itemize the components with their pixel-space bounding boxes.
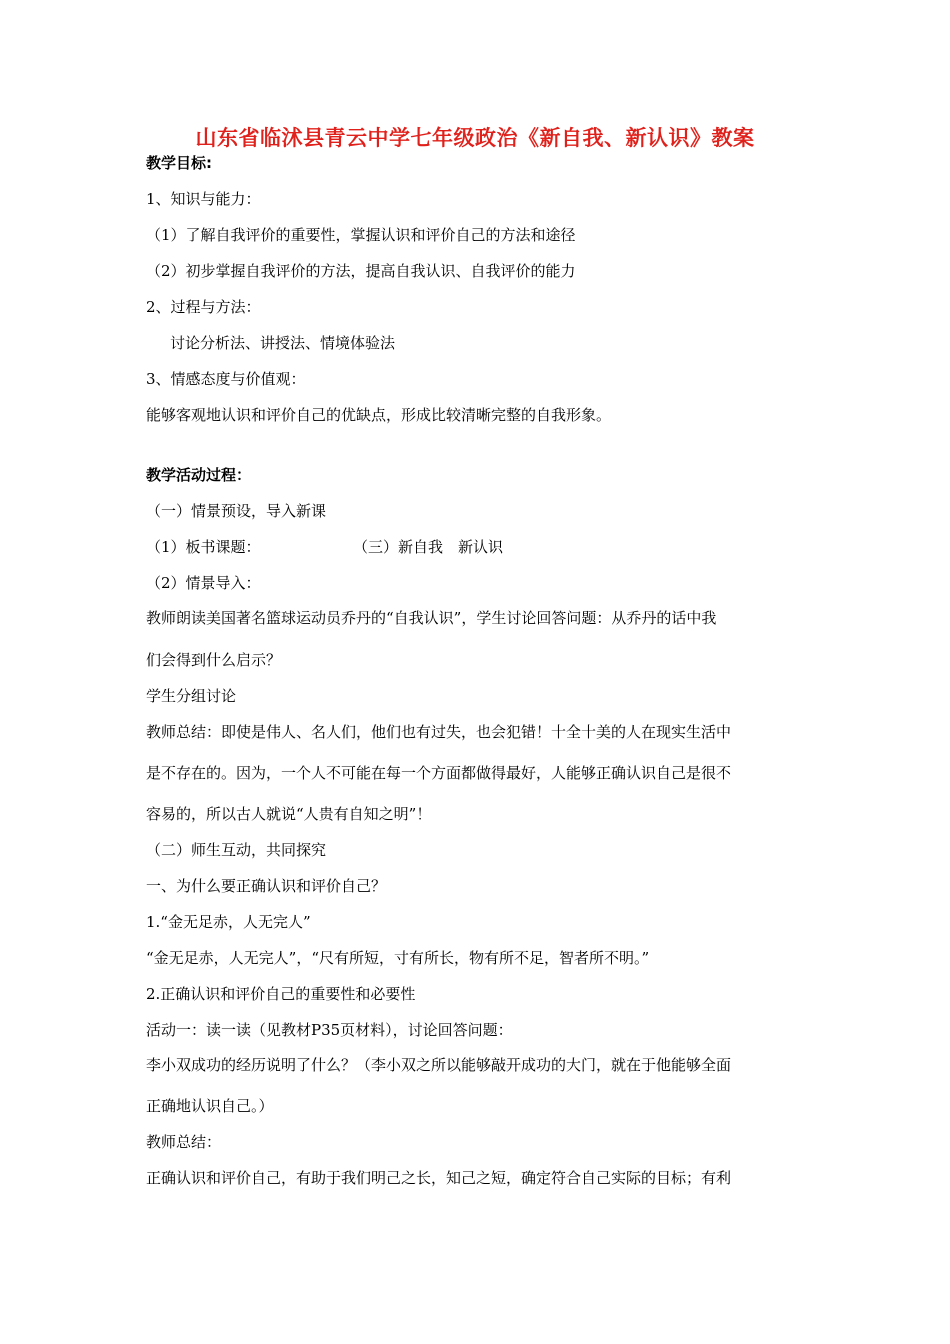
process-board-title-label: （1）板书课题： [146,538,261,556]
paragraph-line: 学生分组讨论 [146,687,237,705]
objective-attitude-heading: 3、情感态度与价值观： [146,370,306,388]
paragraph-line: 活动一：读一读（见教材P35页材料），讨论回答问题： [146,1021,513,1039]
paragraph-line: 是不存在的。因为，一个人不可能在每一个方面都做得最好，人能够正确认识自己是很不 [146,764,732,782]
paragraph-line: 容易的，所以古人就说“人贵有自知之明”！ [146,805,432,823]
process-step-2-heading: （二）师生互动，共同探究 [146,841,327,859]
paragraph-line: 正确地认识自己。） [146,1097,274,1115]
objective-process-methods: 讨论分析法、讲授法、情境体验法 [170,334,396,352]
paragraph-line: 教师总结：即使是伟人、名人们，他们也有过失，也会犯错！十全十美的人在现实生活中 [146,723,732,741]
paragraph-line: “金无足赤，人无完人”，“尺有所短，寸有所长，物有所不足，智者所不明。” [146,949,650,967]
section-heading: 一、为什么要正确认识和评价自己？ [146,877,387,895]
objective-knowledge-heading: 1、知识与能力： [146,190,261,208]
paragraph-line: 们会得到什么启示？ [146,651,282,669]
objective-process-heading: 2、过程与方法： [146,298,261,316]
objective-knowledge-item-1: （1）了解自我评价的重要性，掌握认识和评价自己的方法和途径 [146,226,576,244]
paragraph-line: 正确认识和评价自己，有助于我们明己之长，知己之短，确定符合自己实际的目标；有利 [146,1169,732,1187]
paragraph-line: 教师总结： [146,1133,222,1151]
process-heading: 教学活动过程： [146,466,252,484]
subsection-heading: 1.“金无足赤，人无完人” [146,913,311,931]
objectives-heading: 教学目标: [146,154,212,172]
subsection-heading: 2.正确认识和评价自己的重要性和必要性 [146,985,416,1003]
process-scene-intro-label: （2）情景导入： [146,574,261,592]
process-step-1-heading: （一）情景预设，导入新课 [146,502,327,520]
objective-attitude-text: 能够客观地认识和评价自己的优缺点，形成比较清晰完整的自我形象。 [146,406,612,424]
paragraph-line: 教师朗读美国著名篮球运动员乔丹的“自我认识”，学生讨论回答问题：从乔丹的话中我 [146,609,717,627]
objective-knowledge-item-2: （2）初步掌握自我评价的方法，提高自我认识、自我评价的能力 [146,262,576,280]
paragraph-line: 李小双成功的经历说明了什么？（李小双之所以能够敲开成功的大门，就在于他能够全面 [146,1056,732,1074]
document-title: 山东省临沭县青云中学七年级政治《新自我、新认识》教案 [195,126,755,150]
process-board-title-value: （三）新自我 新认识 [353,538,504,556]
